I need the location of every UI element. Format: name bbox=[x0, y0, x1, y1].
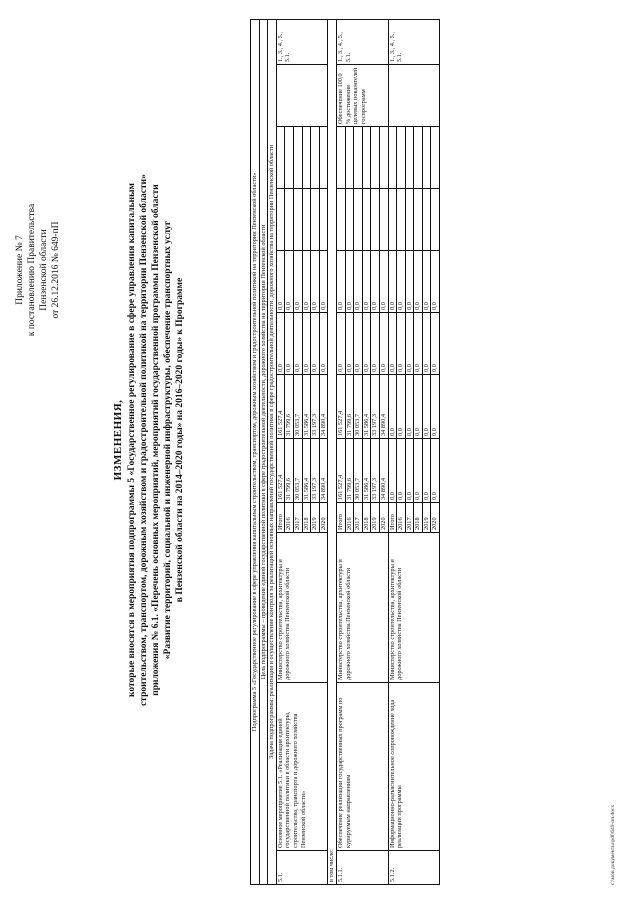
year-cell: 2018 bbox=[414, 503, 423, 533]
value-empty bbox=[319, 189, 328, 251]
table-row bbox=[336, 19, 345, 884]
value-total: 161 527,4 bbox=[336, 439, 345, 503]
value-total: 30 053,7 bbox=[293, 439, 302, 503]
value-empty bbox=[371, 189, 380, 251]
value-empty bbox=[302, 189, 311, 251]
value-regional: 0,0 bbox=[388, 375, 397, 439]
value-total: 0,0 bbox=[397, 439, 406, 503]
value-federal: 0,0 bbox=[293, 313, 302, 375]
value-empty bbox=[336, 189, 345, 251]
value-empty bbox=[293, 127, 302, 189]
table-row bbox=[276, 19, 285, 884]
value-empty bbox=[397, 127, 406, 189]
value-empty bbox=[345, 189, 354, 251]
value-empty bbox=[276, 127, 285, 189]
value-federal: 0,0 bbox=[379, 313, 388, 375]
value-empty bbox=[285, 127, 294, 189]
value-regional: 34 890,4 bbox=[379, 375, 388, 439]
measure-indicator bbox=[276, 65, 328, 127]
table-banner-row bbox=[259, 19, 268, 884]
value-total: 31 799,6 bbox=[285, 439, 294, 503]
value-regional: 0,0 bbox=[414, 375, 423, 439]
value-empty bbox=[397, 189, 406, 251]
year-cell: 2020 bbox=[379, 503, 388, 533]
value-total: 30 053,7 bbox=[354, 439, 363, 503]
value-regional: 0,0 bbox=[431, 375, 440, 439]
value-regional: 31 586,4 bbox=[362, 375, 371, 439]
value-empty bbox=[431, 127, 440, 189]
value-regional: 31 799,6 bbox=[345, 375, 354, 439]
value-other: 0,0 bbox=[362, 251, 371, 313]
value-empty bbox=[285, 189, 294, 251]
year-cell: 2018 bbox=[362, 503, 371, 533]
table-row-in-that-number bbox=[328, 19, 337, 884]
value-regional: 31 586,4 bbox=[302, 375, 311, 439]
value-other: 0,0 bbox=[293, 251, 302, 313]
value-federal: 0,0 bbox=[431, 313, 440, 375]
year-cell: Итого bbox=[336, 503, 345, 533]
year-cell: 2019 bbox=[311, 503, 320, 533]
value-total: 0,0 bbox=[422, 439, 431, 503]
value-empty bbox=[405, 127, 414, 189]
value-empty bbox=[431, 189, 440, 251]
value-other: 0,0 bbox=[397, 251, 406, 313]
year-cell: 2019 bbox=[371, 503, 380, 533]
document-title-block bbox=[112, 115, 186, 765]
measure-name: Информационно-разъяснительное сопровождение хода реализации программы bbox=[388, 683, 440, 851]
value-regional: 30 053,7 bbox=[293, 375, 302, 439]
value-empty bbox=[276, 189, 285, 251]
value-federal: 0,0 bbox=[311, 313, 320, 375]
year-cell: 2017 bbox=[354, 503, 363, 533]
value-empty bbox=[345, 127, 354, 189]
value-empty bbox=[362, 127, 371, 189]
subtitle-line: которые вносятся в мероприятия подпрограммы 5 «Государственное регулирование в сфере управления капитальным bbox=[127, 183, 137, 697]
appendix-line: Пензенской области bbox=[39, 229, 49, 311]
value-other: 0,0 bbox=[336, 251, 345, 313]
measure-links: 1., 3., 4., 5., 5.1. bbox=[276, 19, 328, 64]
year-cell: 2016 bbox=[285, 503, 294, 533]
value-regional: 0,0 bbox=[405, 375, 414, 439]
file-path-footer: c:\мои документы\pdf\649-пп.docx bbox=[610, 804, 616, 885]
value-empty bbox=[405, 189, 414, 251]
subtitle-line: строительством, транспортом, дорожным хозяйством и градостроительной политикой на территории Пензенской области» bbox=[139, 174, 149, 706]
year-cell: Итого bbox=[388, 503, 397, 533]
value-empty bbox=[379, 127, 388, 189]
appendix-note bbox=[14, 150, 62, 390]
value-regional: 0,0 bbox=[422, 375, 431, 439]
subtitle-line: «Развитие территорий, социальной и инженерной инфраструктуры, обеспечение транспортных услуг bbox=[163, 220, 173, 660]
value-empty bbox=[422, 189, 431, 251]
measures-table-body bbox=[251, 19, 440, 884]
value-total: 161 527,4 bbox=[276, 439, 285, 503]
value-regional: 0,0 bbox=[397, 375, 406, 439]
value-federal: 0,0 bbox=[388, 313, 397, 375]
year-cell: Итого bbox=[276, 503, 285, 533]
value-other: 0,0 bbox=[302, 251, 311, 313]
value-other: 0,0 bbox=[354, 251, 363, 313]
value-other: 0,0 bbox=[319, 251, 328, 313]
year-cell: 2018 bbox=[302, 503, 311, 533]
value-regional: 31 799,6 bbox=[285, 375, 294, 439]
value-other: 0,0 bbox=[345, 251, 354, 313]
value-federal: 0,0 bbox=[345, 313, 354, 375]
value-other: 0,0 bbox=[371, 251, 380, 313]
value-regional: 161 527,4 bbox=[276, 375, 285, 439]
value-federal: 0,0 bbox=[405, 313, 414, 375]
year-cell: 2020 bbox=[431, 503, 440, 533]
value-other: 0,0 bbox=[311, 251, 320, 313]
banner-task: Задача подпрограммы: реализация и осуществление контроля за реализацией основных направлений государственной политики в сфере градостроительной деятельности, дорожного хозяйства на территории Пензенской области bbox=[268, 19, 277, 884]
appendix-line: к постановлению Правительства bbox=[27, 203, 37, 337]
in-that-number-label: в том числе: bbox=[328, 19, 337, 884]
value-total: 0,0 bbox=[388, 439, 397, 503]
value-total: 31 799,6 bbox=[345, 439, 354, 503]
value-other: 0,0 bbox=[379, 251, 388, 313]
value-empty bbox=[414, 127, 423, 189]
value-other: 0,0 bbox=[276, 251, 285, 313]
table-row bbox=[388, 19, 397, 884]
year-cell: 2016 bbox=[397, 503, 406, 533]
value-federal: 0,0 bbox=[414, 313, 423, 375]
measure-number: 5.1.2. bbox=[388, 851, 440, 885]
measure-number: 5.1. bbox=[276, 851, 328, 885]
year-cell: 2016 bbox=[345, 503, 354, 533]
value-regional: 33 197,3 bbox=[311, 375, 320, 439]
measure-name: Основное мероприятие 5.1. «Реализация единой государственной политики в области архитектуры, строительства, транспорта и дорожного хозяйства Пензенской области» bbox=[276, 683, 328, 851]
year-cell: 2017 bbox=[405, 503, 414, 533]
measure-number: 5.1.1. bbox=[336, 851, 388, 885]
value-total: 33 197,3 bbox=[371, 439, 380, 503]
value-empty bbox=[293, 189, 302, 251]
subtitle-line: приложения № 6.1. «Перечень основных мероприятий, мероприятий государственной программы Пензенской области bbox=[151, 184, 161, 696]
value-total: 31 586,4 bbox=[302, 439, 311, 503]
value-regional: 30 053,7 bbox=[354, 375, 363, 439]
banner-goal: Цель подпрограммы – проведение единой государственной политики в сфере градостроительной деятельности, дорожного хозяйства на территории Пензенской области bbox=[259, 19, 268, 884]
value-total: 0,0 bbox=[431, 439, 440, 503]
measure-name: Обеспечение реализации государственных программ по курируемым направлениям bbox=[336, 683, 388, 851]
year-cell: 2017 bbox=[293, 503, 302, 533]
measure-executor: Министерство строительства, архитектуры и дорожного хозяйства Пензенской области bbox=[276, 533, 328, 683]
value-other: 0,0 bbox=[388, 251, 397, 313]
measure-links: 1., 3., 4., 5., 5.1. bbox=[388, 19, 440, 64]
value-empty bbox=[388, 127, 397, 189]
value-other: 0,0 bbox=[414, 251, 423, 313]
value-other: 0,0 bbox=[405, 251, 414, 313]
value-empty bbox=[379, 189, 388, 251]
value-total: 31 586,4 bbox=[362, 439, 371, 503]
value-other: 0,0 bbox=[422, 251, 431, 313]
measure-links: 1., 3., 4., 5., 5.1. bbox=[336, 19, 388, 64]
document-title: ИЗМЕНЕНИЯ, bbox=[112, 399, 124, 481]
value-federal: 0,0 bbox=[276, 313, 285, 375]
appendix-line: от 26.12.2016 № 649-пП bbox=[51, 221, 61, 319]
value-federal: 0,0 bbox=[371, 313, 380, 375]
value-empty bbox=[422, 127, 431, 189]
value-empty bbox=[319, 127, 328, 189]
value-federal: 0,0 bbox=[319, 313, 328, 375]
value-empty bbox=[362, 189, 371, 251]
value-federal: 0,0 bbox=[302, 313, 311, 375]
appendix-line: Приложение № 7 bbox=[15, 235, 25, 305]
value-other: 0,0 bbox=[285, 251, 294, 313]
value-regional: 33 197,3 bbox=[371, 375, 380, 439]
value-empty bbox=[336, 127, 345, 189]
value-federal: 0,0 bbox=[422, 313, 431, 375]
value-other: 0,0 bbox=[431, 251, 440, 313]
value-empty bbox=[388, 189, 397, 251]
year-cell: 2019 bbox=[422, 503, 431, 533]
value-empty bbox=[302, 127, 311, 189]
value-federal: 0,0 bbox=[285, 313, 294, 375]
value-federal: 0,0 bbox=[336, 313, 345, 375]
subtitle-line: в Пензенской области на 2014–2020 годы» на 2016–2020 годы» к Программе bbox=[175, 277, 185, 603]
value-regional: 161 527,4 bbox=[336, 375, 345, 439]
value-empty bbox=[311, 127, 320, 189]
value-total: 33 197,3 bbox=[311, 439, 320, 503]
table-banner-row bbox=[251, 19, 260, 884]
table-banner-row bbox=[268, 19, 277, 884]
measure-indicator bbox=[388, 65, 440, 127]
banner-subprogram: Подпрограмма 5 «Государственное регулирование в сфере управления капитальным строительством, транспортом, дорожным хозяйством и градостроительной политикой на территории Пензенской области» bbox=[251, 19, 260, 884]
value-empty bbox=[414, 189, 423, 251]
value-total: 0,0 bbox=[414, 439, 423, 503]
value-empty bbox=[354, 189, 363, 251]
measure-indicator: Обеспечение 100,0 % достижения целевых показателей госпрограмм bbox=[336, 65, 388, 127]
measures-table bbox=[250, 19, 440, 885]
value-total: 34 890,4 bbox=[379, 439, 388, 503]
value-federal: 0,0 bbox=[354, 313, 363, 375]
value-empty bbox=[311, 189, 320, 251]
value-total: 34 890,4 bbox=[319, 439, 328, 503]
value-empty bbox=[371, 127, 380, 189]
value-total: 0,0 bbox=[405, 439, 414, 503]
measure-executor: Министерство строительства, архитектуры и дорожного хозяйства Пензенской области bbox=[388, 533, 440, 683]
measures-table-wrapper bbox=[250, 20, 440, 885]
value-regional: 34 890,4 bbox=[319, 375, 328, 439]
value-empty bbox=[354, 127, 363, 189]
value-federal: 0,0 bbox=[397, 313, 406, 375]
value-federal: 0,0 bbox=[362, 313, 371, 375]
year-cell: 2020 bbox=[319, 503, 328, 533]
measure-executor: Министерство строительства, архитектуры и дорожного хозяйства Пензенской области bbox=[336, 533, 388, 683]
